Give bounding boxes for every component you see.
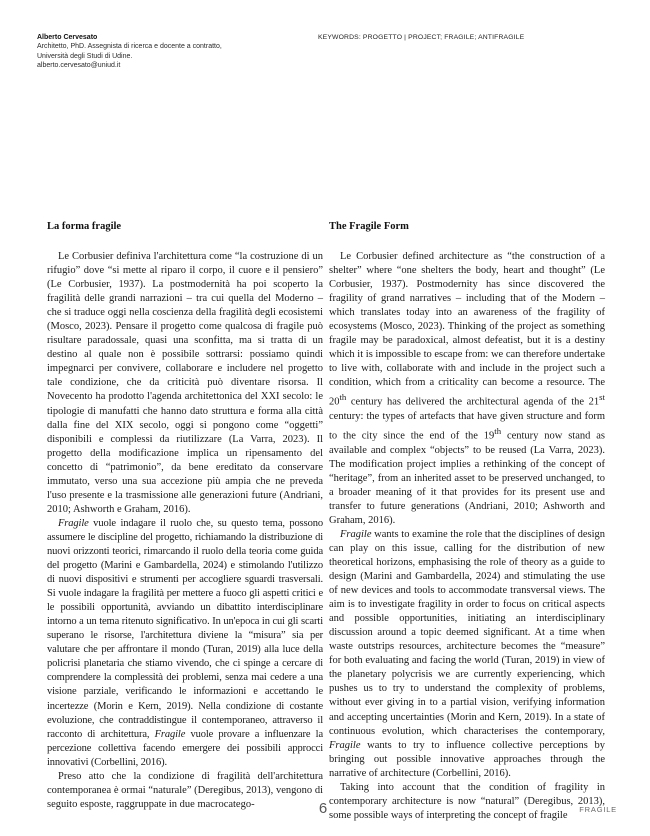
italian-heading: La forma fragile: [47, 221, 122, 232]
fragile-italic: Fragile: [340, 528, 372, 540]
italian-column: [47, 221, 323, 812]
english-paragraph-3: Taking into account that the condition of fragility in contemporary architecture is now “natural” (Deregibus, 2013), some possible ways of interpreting the concept of fragile: [329, 781, 605, 821]
fragile-italic: Fragile: [154, 728, 186, 740]
english-paragraph-2-text: wants to examine the role that the disciplines of design can play on this issue, calling for the distribution of new theoretical horizons, emphasising the role of theory as a guide to design (Marini and Gambardella, 2024) and stimulating the use of new devices and tools to accommodate transversal views. The aim is to investigate fragility in order to focus on critical aspects and possible opportunities, initiating an interdisciplinary discussion around a topic deemed significant. At a time when waste outstrips resources, architecture becomes the “measure” for both evaluating and facing the world (Turan, 2019) in view of the planetary polycrisis we are currently experiencing, which pushes us to try to understand the complexity of problems, without ever giving in to a partial vision, verifying information and accepting uncertainties (Morin and Kern, 2019). In a state of continuous evolution, which characterises the contemporary,: [329, 528, 605, 737]
english-paragraph-2: [329, 528, 605, 781]
italian-paragraph-2-end: vuole provare a influenzare la percezione collettiva facendo emergere dei possibili approcci innovativi (Corbellini, 2016).: [47, 728, 323, 768]
fragile-italic: Fragile: [329, 739, 361, 751]
author-affiliation-line2: Università degli Studi di Udine.: [37, 52, 133, 60]
superscript-th: th: [339, 392, 347, 403]
superscript-th: th: [494, 426, 502, 437]
english-paragraph-1-b: century has delivered the architectural agenda of the 21: [346, 396, 600, 408]
author-name: Alberto Cervesato: [37, 34, 98, 41]
english-paragraph-2-end: wants to try to influence collective perceptions by bringing out possible innovative approaches through the narrative of architecture (Corbellini, 2016).: [329, 739, 605, 779]
italian-paragraph-2: [47, 517, 323, 770]
italian-paragraph-2-text: vuole indagare il ruolo che, su questo tema, possono assumere le discipline del progetto, richiamando la distribuzione di nuovi orizzonti teorici, rimarcando il ruolo della teoria come guida del progetto (Marini e Gambardella, 2024) e stimolando l'utilizzo di nuovi dispositivi e strumenti per accogliere sguardi trasversali. Si vuole indagare la fragilità per mettere a fuoco gli aspetti critici e le possibili opportunità, avviando un dibattito interdisciplinare intorno a un tema ritenuto significativo. In un'epoca in cui gli scarti superano le risorse, l'architettura diviene la “misura” sia per valutare che per affrontare il mondo (Turan, 2019) alla luce della policrisi planetaria che stiamo vivendo, che ci spinge a cercare di comprendere la complessità dei problemi, senza mai cedere a una visione parziale, verificando le informazioni e accettando le incertezze (Morin e Kern, 2019). Nella condizione di costante evoluzione, che contraddistingue il contemporaneo, attraverso il racconto di architettura,: [47, 517, 323, 740]
fragile-italic: Fragile: [58, 517, 89, 529]
italian-paragraph-1: Le Corbusier definiva l'architettura come “la costruzione di un rifugio” dove “si mette al riparo il corpo, il cuore e il pensiero” (Le Corbusier, 1937). La postmodernità ha poi scoperto la fragilità delle grandi narrazioni – tra cui quella del Moderno – che si traduce oggi nella coscienza della fragilità degli ecosistemi (Mosco, 2023). Pensare il progetto come qualcosa di fragile può risultare paradossale, quasi una sconfitta, ma si tratta di un destino al quale non è possibile sottrarsi: possiamo quindi impegnarci per convivere, collaborare e includere nel progetto tale condizione, che da criticità può diventare risorsa. Il Novecento ha prodotto l'agenda architettonica del XXI secolo: le tipologie di manufatti che hanno dato struttura e forma alla città dalla fine del XIX secolo, oggi si pongono come “oggetti” disponibili e complessi da riutilizzare (La Varra, 2023). Il progetto della modificazione implica un ripensamento del concetto di “patrimonio”, da bene ereditato da conservare immutato, verso una sua accezione più ampia che ne preveda l'uso presente e la trasmissione alle generazioni future (Andriani, 2010; Ashworth e Graham, 2016).: [47, 251, 323, 515]
english-paragraph-1: [329, 250, 605, 528]
superscript-st: st: [599, 392, 605, 403]
italian-paragraph-3: Preso atto che la condizione di fragilità dell'architettura contemporanea è ormai “naturale” (Deregibus, 2013), vengono di seguito esposte, raggruppate in due macrocatego-: [47, 770, 323, 810]
english-column: [329, 221, 605, 823]
english-heading: The Fragile Form: [329, 221, 409, 232]
keywords: KEYWORDS: PROGETTO | PROJECT; FRAGILE; ANTIFRAGILE: [318, 34, 525, 41]
journal-label: FRAGILE: [579, 805, 617, 814]
page-number: 6: [318, 800, 328, 817]
author-affiliation-line1: Architetto, PhD. Assegnista di ricerca e docente a contratto,: [37, 43, 222, 51]
english-paragraph-1-c: century: the types of artefacts that have given structure and form to the city since the end of the 19: [329, 411, 605, 442]
author-block: [37, 33, 287, 71]
author-email: alberto.cervesato@uniud.it: [37, 62, 121, 70]
english-paragraph-1-d: century now stand as available and complex “objects” to be reused (La Varra, 2023). The modification project implies a rethinking of the concept of “heritage”, from an inherited asset to be preserved unchanged, to a broader meaning of it that provides for its present use and transfer to future generations (Andriani, 2010; Ashworth and Graham, 2016).: [329, 430, 605, 526]
english-paragraph-1-a: Le Corbusier defined architecture as “the construction of a shelter” where “one shelters the body, heart and thought” (Le Corbusier, 1937). Postmodernity has since discovered the fragility of grand narratives – including that of the Modern – which translates today into an awareness of the fragility of ecosystems (Mosco, 2023). Thinking of the project as something fragile may be paradoxical, almost defeatist, but it is a destiny which it is impossible to escape from: we can therefore undertake to live with, collaborate with and include in the project such a condition, which from a criticality can become a resource. The 20: [329, 251, 605, 408]
